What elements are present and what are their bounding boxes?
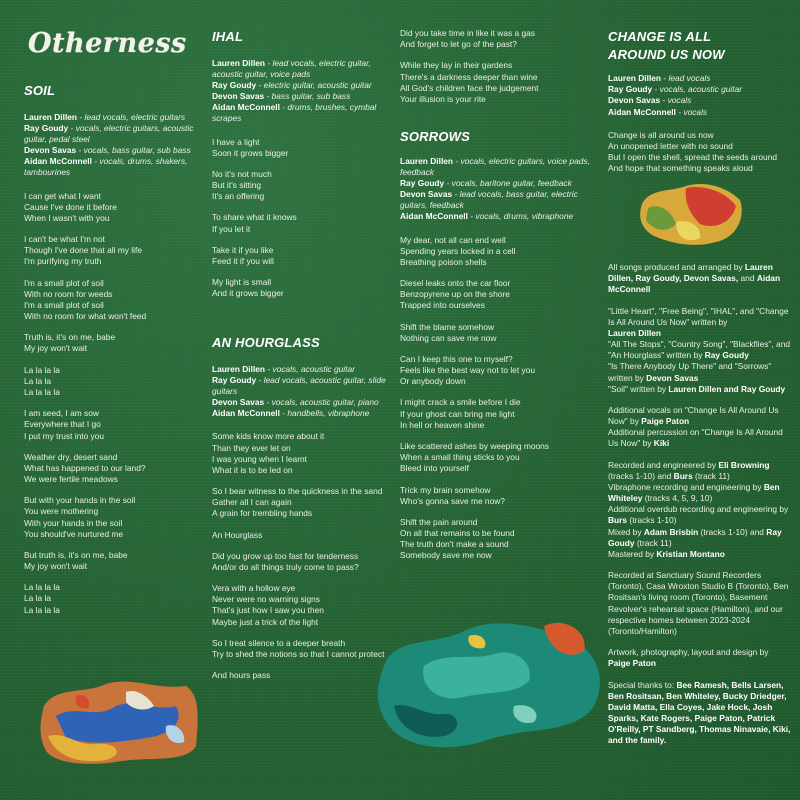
hourglass-credits: Lauren Dillen - vocals, acoustic guitar Ray Goudy - lead vocals, acoustic guitar, slide guitars Devon Savas - vocals, acoustic guitar, piano Aidan McConnell - handbells, vibraphone bbox=[212, 363, 386, 419]
ihal-title: IHAL bbox=[212, 29, 244, 44]
hourglass-section bbox=[212, 334, 402, 681]
hourglass-title: AN HOURGLASS bbox=[212, 335, 320, 350]
soil-credits: Lauren Dillen - lead vocals, electric guitars Ray Goudy - vocals, electric guitars, acoustic guitar, pedal steel Devon Savas - vocals, bass guitar, sub bass Aidan McConnell - vocals, drums, shakers, tambourines bbox=[24, 111, 194, 178]
soil-title: SOIL bbox=[24, 83, 56, 98]
liner-notes: All songs produced and arranged by Lauren Dillen, Ray Goudy, Devon Savas, and Aidan McConnell "Little Heart", "Free Being", "IHAL", and "Change Is All Around Us Now" written by Lauren Dillen "All The Stops", "Country Song", "Blackflies", and "An Hourglass" written by Ray Goudy "Is There Anybody Up There" and "Sorrows" written by Devon Savas "Soil" written by Lauren Dillen and Ray Goudy Additional vocals on "Change Is All Around Us Now" by Paige Paton Additional percussion on "Change Is All Around Us Now" by Kiki Recorded and engineered by Eli Browning (tracks 1-10) and Burs (track 11) Vibraphone recording and engineering by Ben Whiteley (tracks 4, 5, 9, 10) Additional overdub recording and engineering by Burs (tracks 1-10) Mixed by Adam Brisbin (tracks 1-10) and Ray Goudy (track 11) Mastered by Kristian Montano Recorded at Sanctuary Sound Recorders (Toronto), Casa Wroxton Studio B (Toronto), Ben Rositsan's living room (Toronto), Basement Revolver's rehearsal space (Hamilton), and our respective homes between 2023-2024 (Toronto/Hamilton) Artwork, photography, layout and design by Paige Paton Special thanks to: Bee Ramesh, Bells Larsen, Ben Rositsan, Ben Whiteley, Bucky Driedger, David Matta, Ella Coyes, Jake Hock, Josh Sparks, Kate Rogers, Paige Paton, Patrick O'Reilly, PT Sandberg, Thomas Ninavaie, Kiki, and the family. bbox=[608, 262, 791, 746]
change-title: CHANGE IS ALL AROUND US NOW bbox=[608, 29, 725, 62]
ihal-credits: Lauren Dillen - lead vocals, electric guitar, acoustic guitar, voice pads Ray Goudy - electric guitar, acoustic guitar Devon Savas - bass guitar, sub bass Aidan McConnell - drums, brushes, cymbal scrapes bbox=[212, 57, 377, 124]
change-section bbox=[608, 28, 777, 174]
sorrows-title: SORROWS bbox=[400, 129, 471, 144]
paint-blob-bottom-left bbox=[36, 676, 206, 768]
hourglass-lyrics-continued: Did you take time in like it was a gas And forget to let go of the past? While they lay in their gardens There's a darkness deeper than wine All God's children face the judgement Your illusion is your rite bbox=[400, 28, 539, 104]
paint-blob-right bbox=[636, 178, 748, 250]
change-lyrics: Change is all around us now An unopened letter with no sound But I open the shell, spread the seeds around And hope that something speaks aloud bbox=[608, 129, 778, 174]
change-credits: Lauren Dillen - lead vocals Ray Goudy - vocals, acoustic guitar Devon Savas - vocals Aidan McConnell - vocals bbox=[608, 73, 743, 117]
album-logo: Otherness bbox=[28, 28, 187, 59]
hourglass-lyrics: Some kids know more about it Than they ever let on I was young when I learnt What it is to be led on So I bear witness to the quickness in the sand Gather all I can again A grain for trembling hands An Hourglass Did you grow up too fast for tenderness And/or do all things truly come to pass? Vera with a hollow eye Never were no warning signs That's just how I saw you then Maybe just a trick of the light So I treat silence to a deeper breath Try to shed the notions so that I cannot protect And hours pass bbox=[212, 431, 385, 681]
sorrows-lyrics: My dear, not all can end well Spending years locked in a cell Breathing poison shells Diesel leaks onto the car floor Benzopyrene up on the shore Trapped into ourselves Shift the blame somehow Nothing can save me now Can I keep this one to myself? Feels like the best way not to let you Or anybody down I might crack a smile before I die If your ghost can bring me light In hell or heaven shine Like scattered ashes by weeping moons When a small thing sticks to you Bleed into yourself Trick my brain somehow Who's gonna save me now? Shift the pain around On all that remains to be found The truth don't make a sound Somebody save me now bbox=[400, 234, 549, 561]
sorrows-section bbox=[400, 128, 600, 562]
soil-lyrics: I can get what I want Cause I've done it before When I wasn't with you I can't be what I'm not Though I've done that all my life I'm purifying my truth I'm a small plot of soil With no room for weeds I'm a small plot of soil With no room for what won't feed Truth is, it's on me, babe My joy won't wait La la la la La la la La la la la I am seed, I am sow Everywhere that I go I put my trust into you Weather dry, desert sand What has happened to our land? We were fertile meadows But with your hands in the soil You were mothering With your hands in the soil You should've nurtured me But truth is, it's on me, babe My joy won't wait La la la la La la la La la la la bbox=[24, 190, 147, 615]
soil-section bbox=[24, 82, 204, 616]
ihal-section bbox=[212, 28, 402, 299]
ihal-lyrics: I have a light Soon it grows bigger No it's not much But it's sitting It's an offering To share what it knows If you let it Take it if you like Feed it if you will My light is small And it grows bigger bbox=[212, 136, 297, 299]
sorrows-credits: Lauren Dillen - vocals, electric guitars, voice pads, feedback Ray Goudy - vocals, baritone guitar, feedback Devon Savas - lead vocals, bass guitar, electric guitars, feedback Aidan McConnell - vocals, drums, vibraphone bbox=[400, 155, 590, 222]
